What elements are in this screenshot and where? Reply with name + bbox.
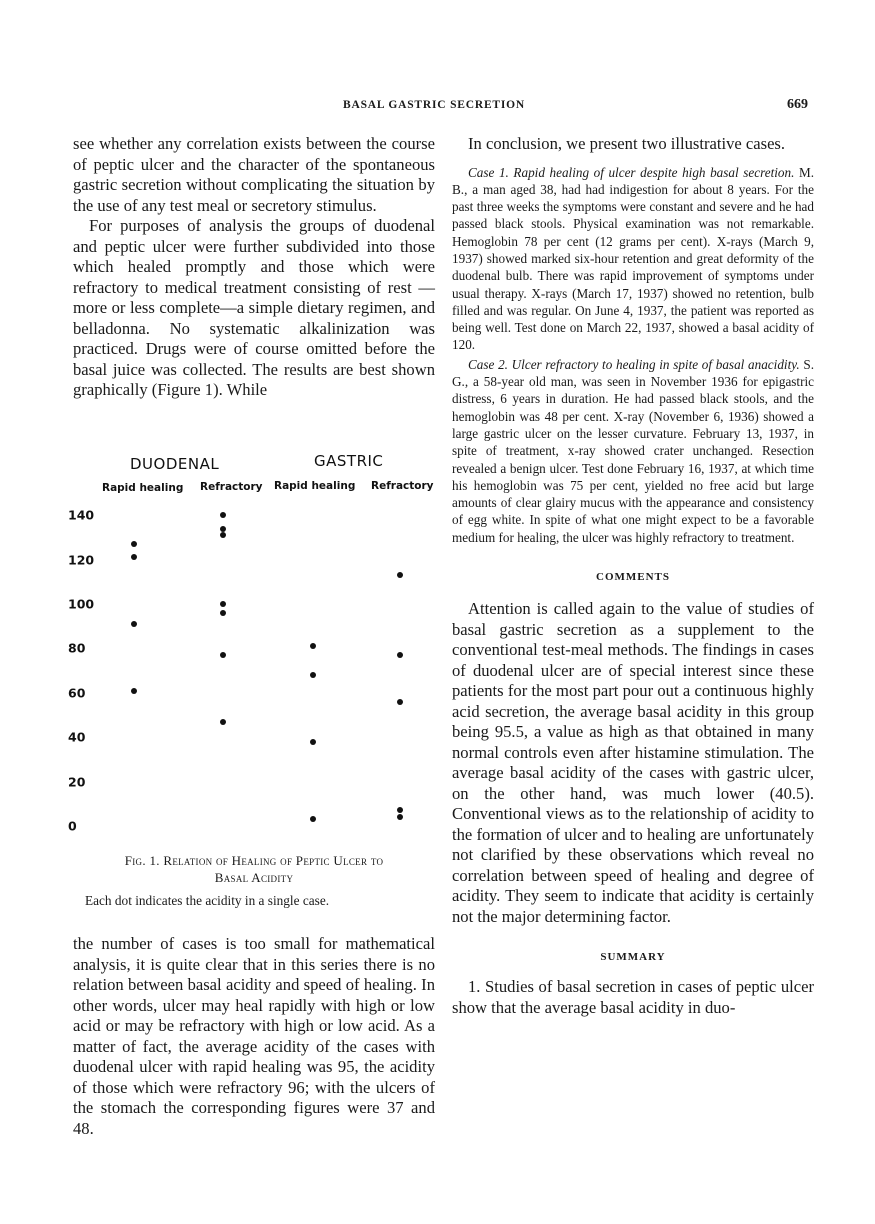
data-point-dot	[397, 572, 403, 578]
data-point-dot	[397, 807, 403, 813]
sub-label-duodenal-refractory: Refractory	[200, 481, 263, 493]
data-point-dot	[131, 621, 137, 627]
running-title: BASAL GASTRIC SECRETION	[343, 99, 526, 111]
comments-paragraph: Attention is called again to the value of studies of basal gastric secretion as a supplement to the conventional test-meal methods. The findings in cases of duodenal ulcer are of special interest since these patients for the most part pour out a continuous highly acid secretion, the average basal acidity in this group being 95.5, a value as high as that obtained in many normal controls even after histamine stimulation. The average basal acidity of the cases with gastric ulcer, on the other hand, was much lower (40.5). Conventional views as to the relationship of acidity to the formation of ulcer and to healing are unfortunately not clarified by these observations which reveal no correlation between speed of healing and degree of acidity. They seem to indicate that acidity is certainly not the major determining factor.	[452, 599, 814, 926]
caption-line-1: Fig. 1. Relation of Healing of Peptic Ulcer to	[124, 853, 384, 868]
data-point-dot	[131, 541, 137, 547]
data-point-dot	[310, 816, 316, 822]
data-point-dot	[131, 688, 137, 694]
data-point-dot	[220, 601, 226, 607]
y-tick-label: 100	[68, 596, 95, 612]
paragraph: see whether any correlation exists between the course of peptic ulcer and the character of the spontaneous gastric secretion without complicating the situation by the use of any test meal or secretory stimulus.	[73, 134, 435, 215]
summary-paragraph: 1. Studies of basal secretion in cases of peptic ulcer show that the average basal acidity in duo-	[452, 977, 814, 1017]
case-1	[452, 164, 814, 354]
data-point-dot	[397, 652, 403, 658]
page-number: 669	[787, 97, 808, 112]
data-point-dot	[310, 672, 316, 678]
caption-line-2: Basal Acidity	[214, 870, 294, 885]
sub-label-gastric-rapid: Rapid healing	[274, 480, 356, 492]
data-point-dot	[220, 532, 226, 538]
y-tick-label: 120	[68, 552, 95, 568]
data-point-dot	[397, 814, 403, 820]
case-1-text: M. B., a man aged 38, had had indigestion for about 8 years. For the past three weeks the symptoms were constant and severe and he had passed black stools. Physical examination was not remarkable. Hemoglobin 78 per cent (12 grams per cent). X-rays (March 9, 1937) showed marked six-hour retention and great deformity of the duodenal bulb. There was rapid improvement of symptoms under usual therapy. X-rays (March 17, 1937) showed no retention, bulb filled and was regular. On June 4, 1937, the patient was reported as being well. Test done on March 22, 1937, showed a basal acidity of 120.	[452, 164, 814, 353]
figure-caption	[73, 852, 435, 886]
data-point-dot	[310, 739, 316, 745]
data-point-dot	[397, 699, 403, 705]
summary-heading: SUMMARY	[600, 951, 666, 964]
scatter-chart	[60, 440, 440, 840]
group-label-duodenal: DUODENAL	[130, 455, 220, 473]
data-point-dot	[220, 526, 226, 532]
y-tick-label: 20	[68, 774, 86, 790]
y-tick-label: 40	[68, 729, 86, 745]
data-point-dot	[131, 554, 137, 560]
figure-note: Each dot indicates the acidity in a single case.	[85, 893, 330, 908]
data-point-dot	[310, 643, 316, 649]
paragraph-intro: In conclusion, we present two illustrative cases.	[468, 134, 786, 153]
data-point-dot	[220, 719, 226, 725]
y-tick-label: 140	[68, 507, 95, 523]
case-2-title: Case 2. Ulcer refractory to healing in spite of basal anacidity.	[468, 356, 800, 372]
y-tick-label: 60	[68, 685, 86, 701]
group-label-gastric: GASTRIC	[314, 452, 384, 470]
data-point-dot	[220, 512, 226, 518]
sub-label-duodenal-rapid: Rapid healing	[102, 482, 184, 494]
paragraph: For purposes of analysis the groups of duodenal and peptic ulcer were further subdivided into those which healed promptly and those which were refractory to medical treatment consisting of rest —more or less complete—a simple dietary regimen, and belladonna. No systematic alkalinization was practiced. Drugs were of course omitted before the basal juice was collected. The results are best shown graphically (Figure 1). While	[73, 216, 435, 399]
right-column	[452, 134, 814, 1018]
comments-heading: COMMENTS	[596, 571, 670, 584]
paragraph: the number of cases is too small for mathematical analysis, it is quite clear that in this series there is no relation between basal acidity and speed of healing. In other words, ulcer may heal rapidly with high or low acid or may be refractory with high or low acid. As a matter of fact, the average acidity of the cases with duodenal ulcer with rapid healing was 95, the acidity of those which were refractory 96; with the ulcers of the stomach the corresponding figures were 37 and 48.	[73, 934, 435, 1138]
data-point-dot	[220, 652, 226, 658]
y-tick-label: 80	[68, 640, 86, 656]
case-1-title: Case 1. Rapid healing of ulcer despite high basal secretion.	[468, 164, 795, 180]
sub-label-gastric-refractory: Refractory	[371, 480, 434, 492]
left-column-bottom	[73, 934, 435, 1139]
case-2	[452, 356, 814, 546]
y-tick-label: 0	[68, 818, 77, 834]
data-point-dot	[220, 610, 226, 616]
case-2-text: S. G., a 58-year old man, was seen in November 1936 for epigastric distress, 6 years in duration. He had passed black stools, and the hemoglobin was 48 per cent. X-ray (November 6, 1936) showed a large gastric ulcer on the lesser curvature. February 13, 1937, in spite of treatment, x-ray showed crater unchanged. Resection revealed a benign ulcer. Test done February 16, 1937, at which time his hemoglobin was 75 per cent, yielded no free acid but large amounts of clear glairy mucus with the appearance and consistency of egg white. In spite of what one might expect to be a favorable medium for healing, the ulcer was highly refractory to treatment.	[452, 356, 814, 545]
left-column-top	[73, 134, 435, 401]
